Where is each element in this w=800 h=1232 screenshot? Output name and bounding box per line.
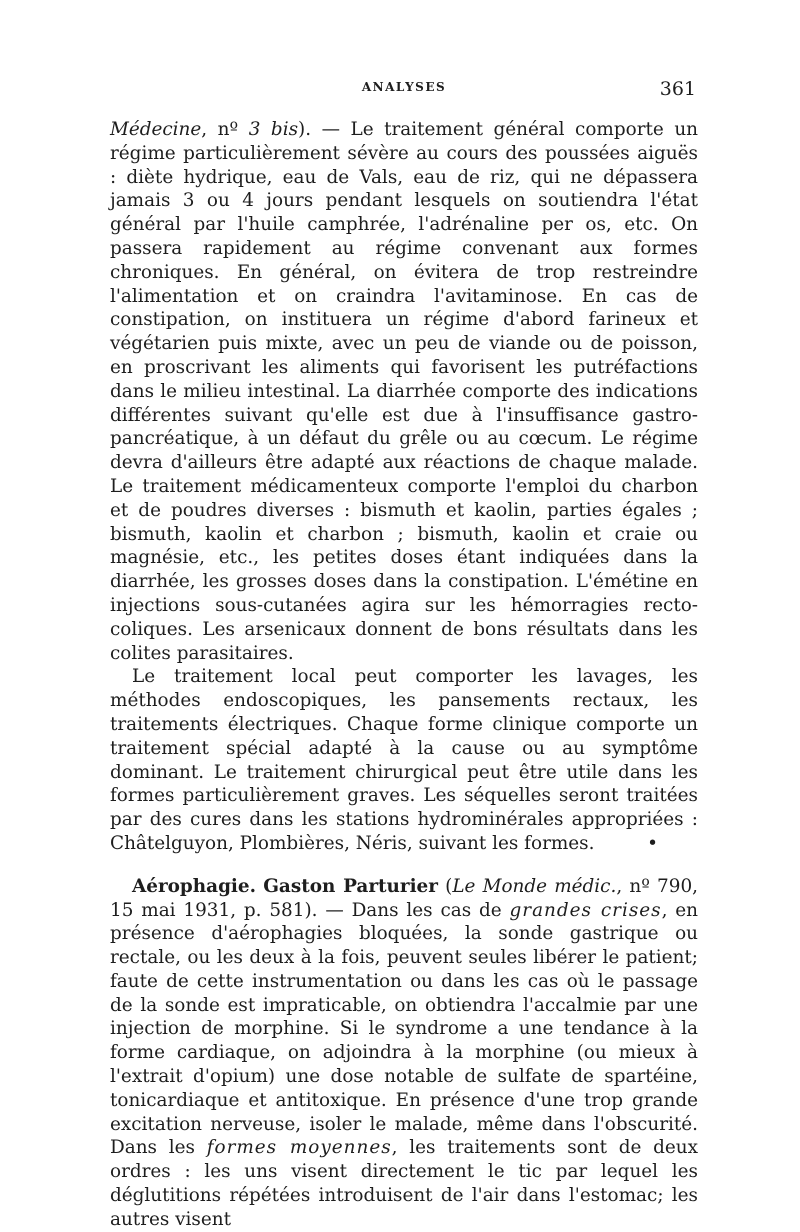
article-text-continued: , les traitements sont de deux ordres : les uns visent directement le tic par lequel les déglutitions répétées introduisent de l'air dans l'estomac; les autres visent: [110, 1137, 698, 1230]
article-text: , en présence d'aérophagies bloquées, la sonde gastrique ou rectale, ou les deux à la fois, peuvent seules libérer le patient; faute de cette instrumentation ou dans les cas où le passage de la sonde est impraticable, on obtiendra l'accalmie par une injection de morphine. Si le syndrome a une tendance à la forme cardiaque, on adjoindra à la morphine (ou mieux à l'extrait d'opium) une dose notable de sulfate de spartéine, tonicardiaque et antitoxique. En présence d'une trop grande excitation nerveuse, isoler le malade, même dans l'obscurité. Dans les: [110, 899, 699, 1159]
reference-open: (: [437, 875, 453, 897]
journal-title: Médecine: [110, 119, 202, 140]
issue-prefix: , nº: [201, 119, 249, 140]
article-aerophagie: [110, 875, 698, 1232]
bullet-mark: •: [647, 832, 658, 854]
paragraph-text: Le traitement local peut comporter les lavages, les méthodes endoscopiques, les pansements rectaux, les traitements électriques. Chaque forme clinique comporte un traitement spécial adapté à la cause ou au symptôme dominant. Le traitement chirurgical peut être utile dans les formes particulièrement graves. Les séquelles seront traitées par des cures dans les stations hydrominérales appropriées : Châtelguyon, Plombières, Néris, suivant les formes.: [110, 666, 698, 854]
reference-journal: Le Monde médic.: [452, 875, 617, 897]
emphasis-formes-moyennes: formes moyennes: [206, 1137, 392, 1159]
article-title: Aérophagie.: [132, 875, 257, 897]
page: [110, 78, 698, 1232]
issue-number: 3 bis: [248, 119, 299, 140]
emphasis-grandes-crises: grandes crises: [509, 899, 662, 921]
paragraph-treatment: [110, 118, 698, 665]
paragraph-text: ). — Le traitement général comporte un régime particulièrement sévère au cours des poussées aiguës : diète hydrique, eau de Vals, eau de riz, qui ne dépassera jamais 3 ou 4 jours pendant lesquels on soutiendra l'état général par l'huile camphrée, l'adrénaline per os, etc. On passera rapidement au régime convenant aux formes chroniques. En général, on évitera de trop restreindre l'alimentation et on craindra l'avitaminose. En cas de constipation, on instituera un régime d'abord farineux et végétarien puis mixte, avec un peu de viande ou de poisson, en proscrivant les aliments qui favorisent les putréfactions dans le milieu intestinal. La diarrhée comporte des indications différentes suivant qu'elle est due à l'insuffisance gastro-pancréatique, à un défaut du grêle ou au cœcum. Le régime devra d'ailleurs être adapté aux réactions de chaque malade. Le traitement médicamenteux comporte l'emploi du charbon et de poudres diverses : bismuth et kaolin, parties égales ; bismuth, kaolin et charbon ; bismuth, kaolin et craie ou magnésie, etc., les petites doses étant indiquées dans la diarrhée, les grosses doses dans la constipation. L'émétine en injections sous-cutanées agira sur les hémorragies recto-coliques. Les arsenicaux donnent de bons résultats dans les colites parasitaires.: [110, 119, 699, 664]
paragraph-local-treatment: [110, 665, 698, 855]
article-author: Gaston Parturier: [263, 875, 438, 897]
running-head: [110, 78, 698, 104]
reference-details: , nº 790, 15 mai 1931, p. 581). — Dans les cas de: [110, 875, 698, 921]
page-number: 361: [659, 78, 696, 100]
running-title: ANALYSES: [361, 80, 447, 94]
